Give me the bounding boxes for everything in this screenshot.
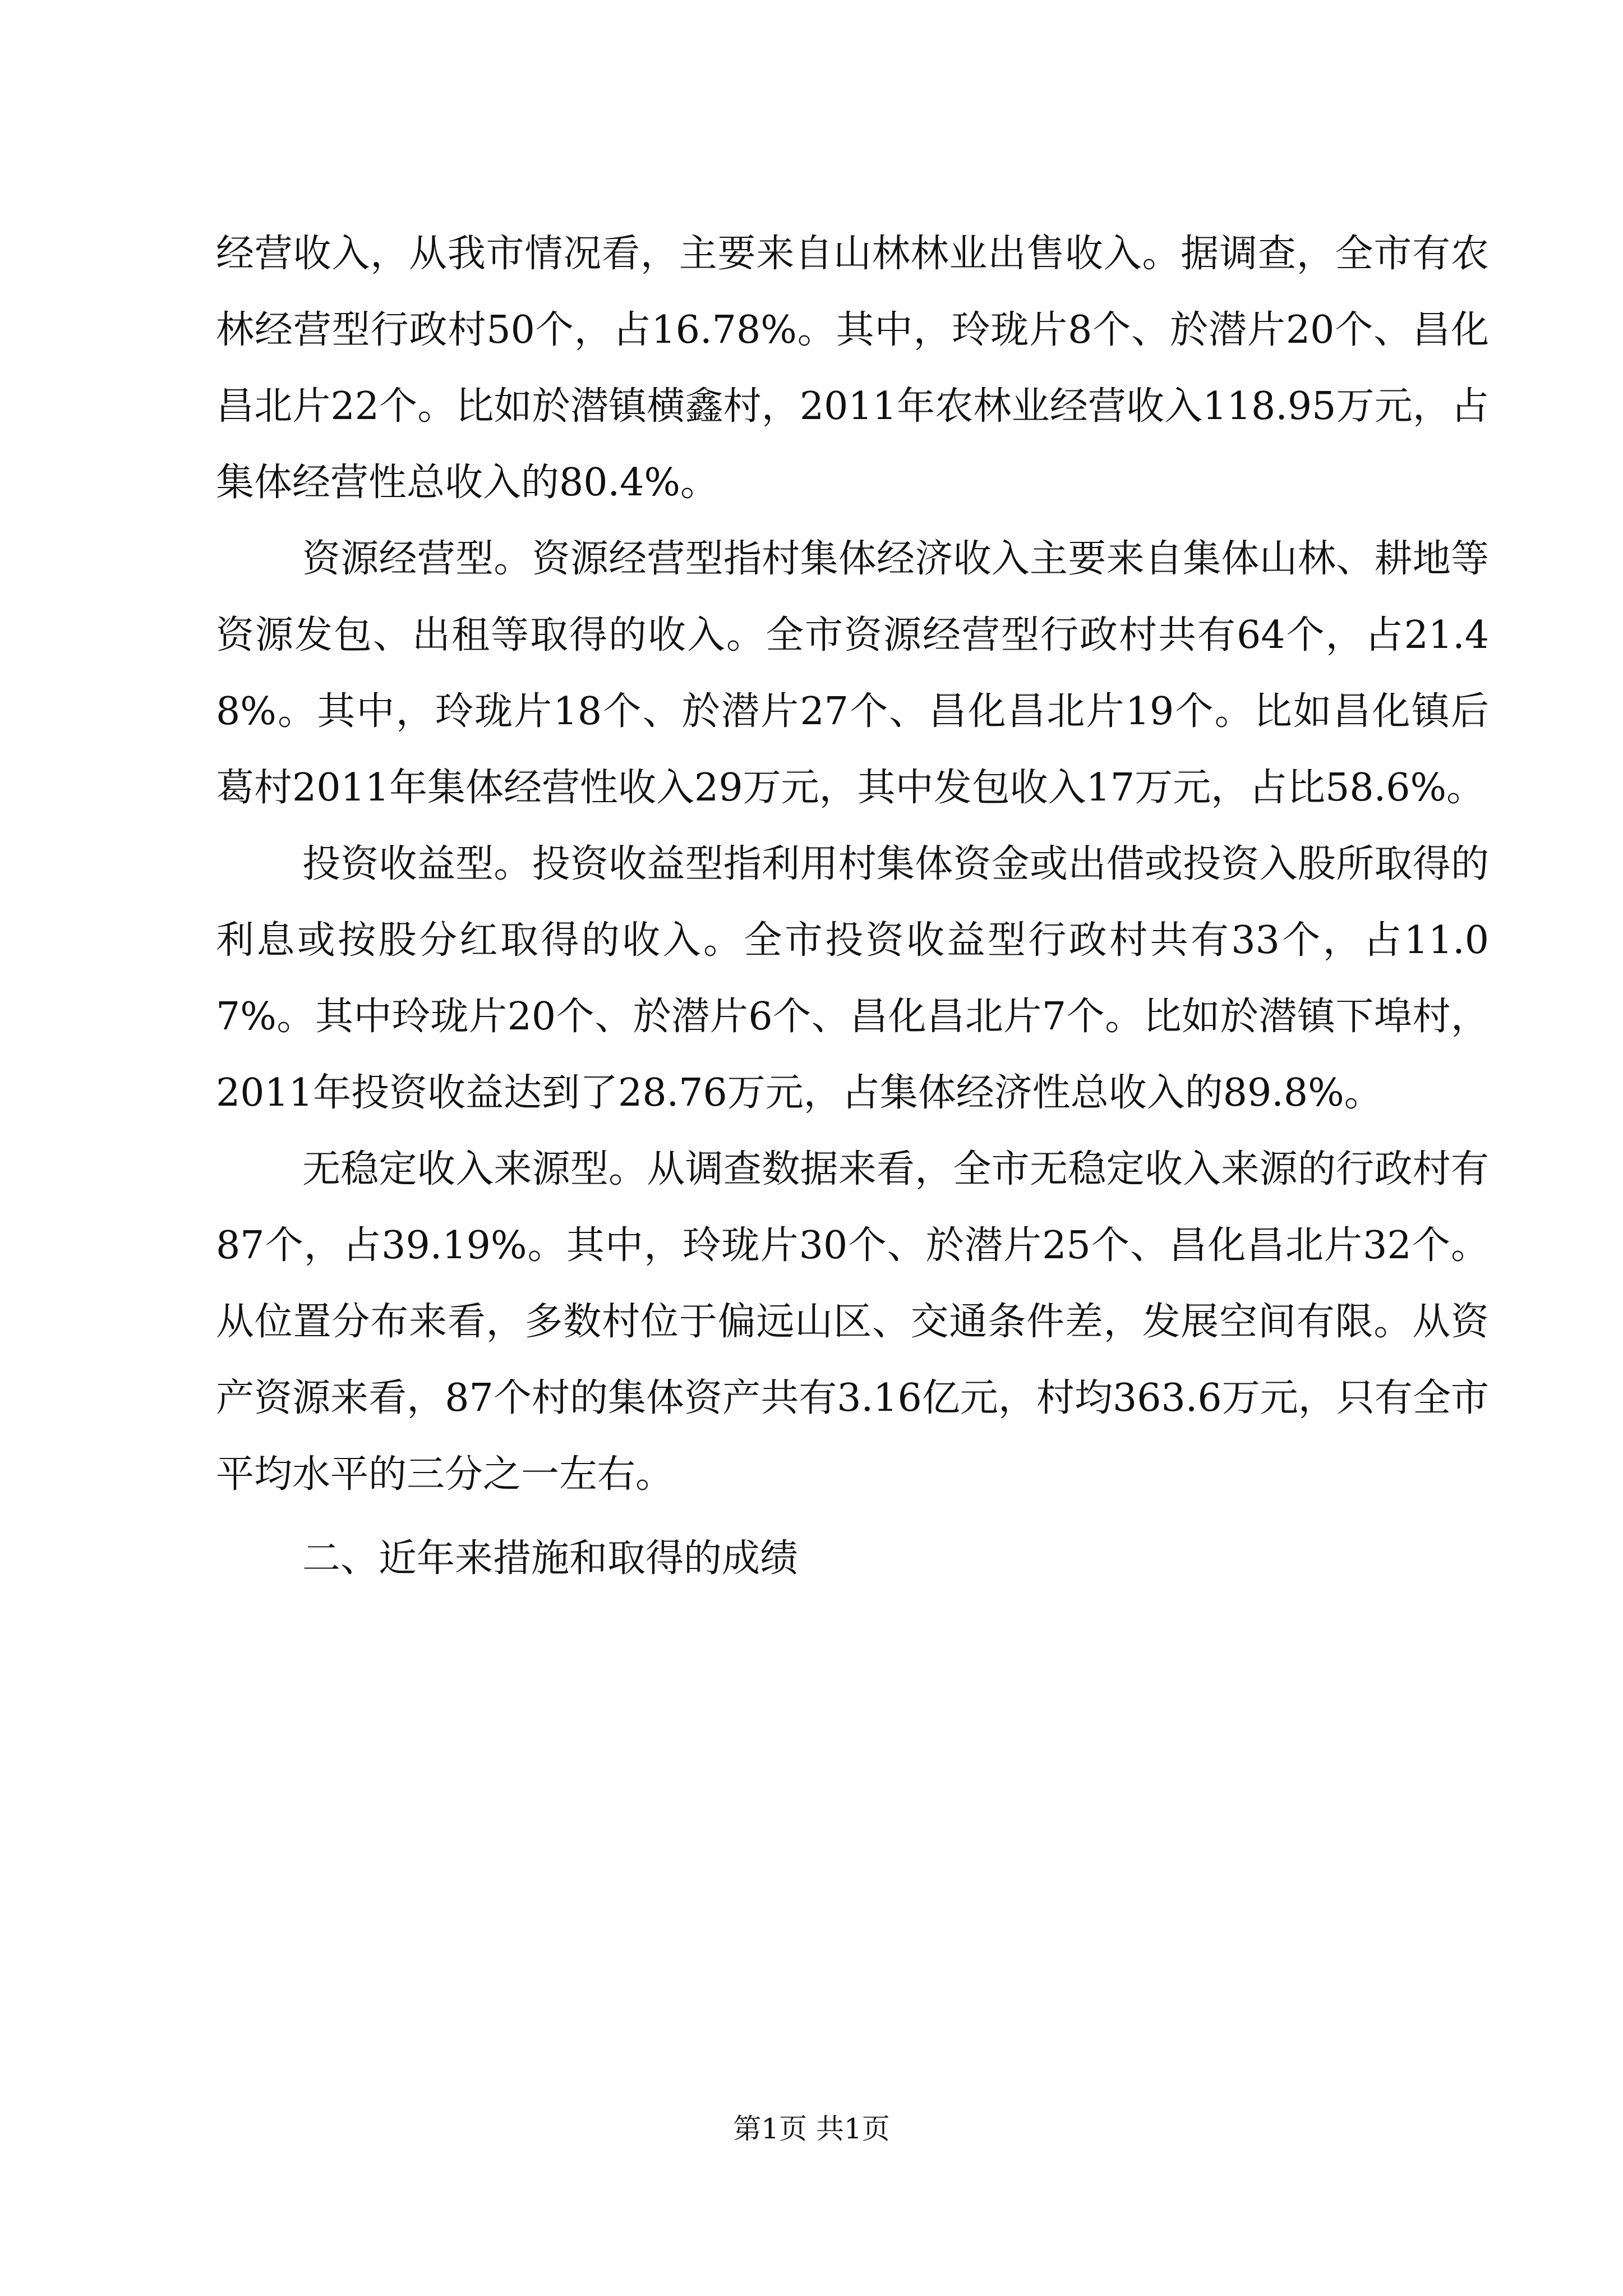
document-body	[216, 216, 1489, 1597]
paragraph-no-stable-income: 无稳定收入来源型。从调查数据来看，全市无稳定收入来源的行政村有87个，占39.19%。其中，玲珑片30个、於潜片25个、昌化昌北片32个。从位置分布来看，多数村位于偏远山区、交通条件差，发展空间有限。从资产资源来看，87个村的集体资产共有3.16亿元，村均363.6万元，只有全市平均水平的三分之一左右。	[216, 1147, 1489, 1497]
paragraph-agroforestry: 经营收入，从我市情况看，主要来自山林林业出售收入。据调查，全市有农林经营型行政村50个，占16.78%。其中，玲珑片8个、於潜片20个、昌化昌北片22个。比如於潜镇横鑫村，2011年农林业经营收入118.95万元，占集体经营性总收入的80.4%。	[216, 232, 1489, 505]
paragraph-investment-income: 投资收益型。投资收益型指利用村集体资金或出借或投资入股所取得的利息或按股分红取得的收入。全市投资收益型行政村共有33个，占11.07%。其中玲珑片20个、於潜片6个、昌化昌北片7个。比如於潜镇下埠村，2011年投资收益达到了28.76万元，占集体经济性总收入的89.8%。	[216, 842, 1489, 1115]
paragraph-resource-operation: 资源经营型。资源经营型指村集体经济收入主要来自集体山林、耕地等资源发包、出租等取得的收入。全市资源经营型行政村共有64个，占21.48%。其中，玲珑片18个、於潜片27个、昌化昌北片19个。比如昌化镇后葛村2011年集体经营性收入29万元，其中发包收入17万元，占比58.6%。	[216, 537, 1489, 810]
page-footer: 第1页 共1页	[733, 2113, 890, 2145]
section-heading: 二、近年来措施和取得的成绩	[302, 1536, 799, 1581]
